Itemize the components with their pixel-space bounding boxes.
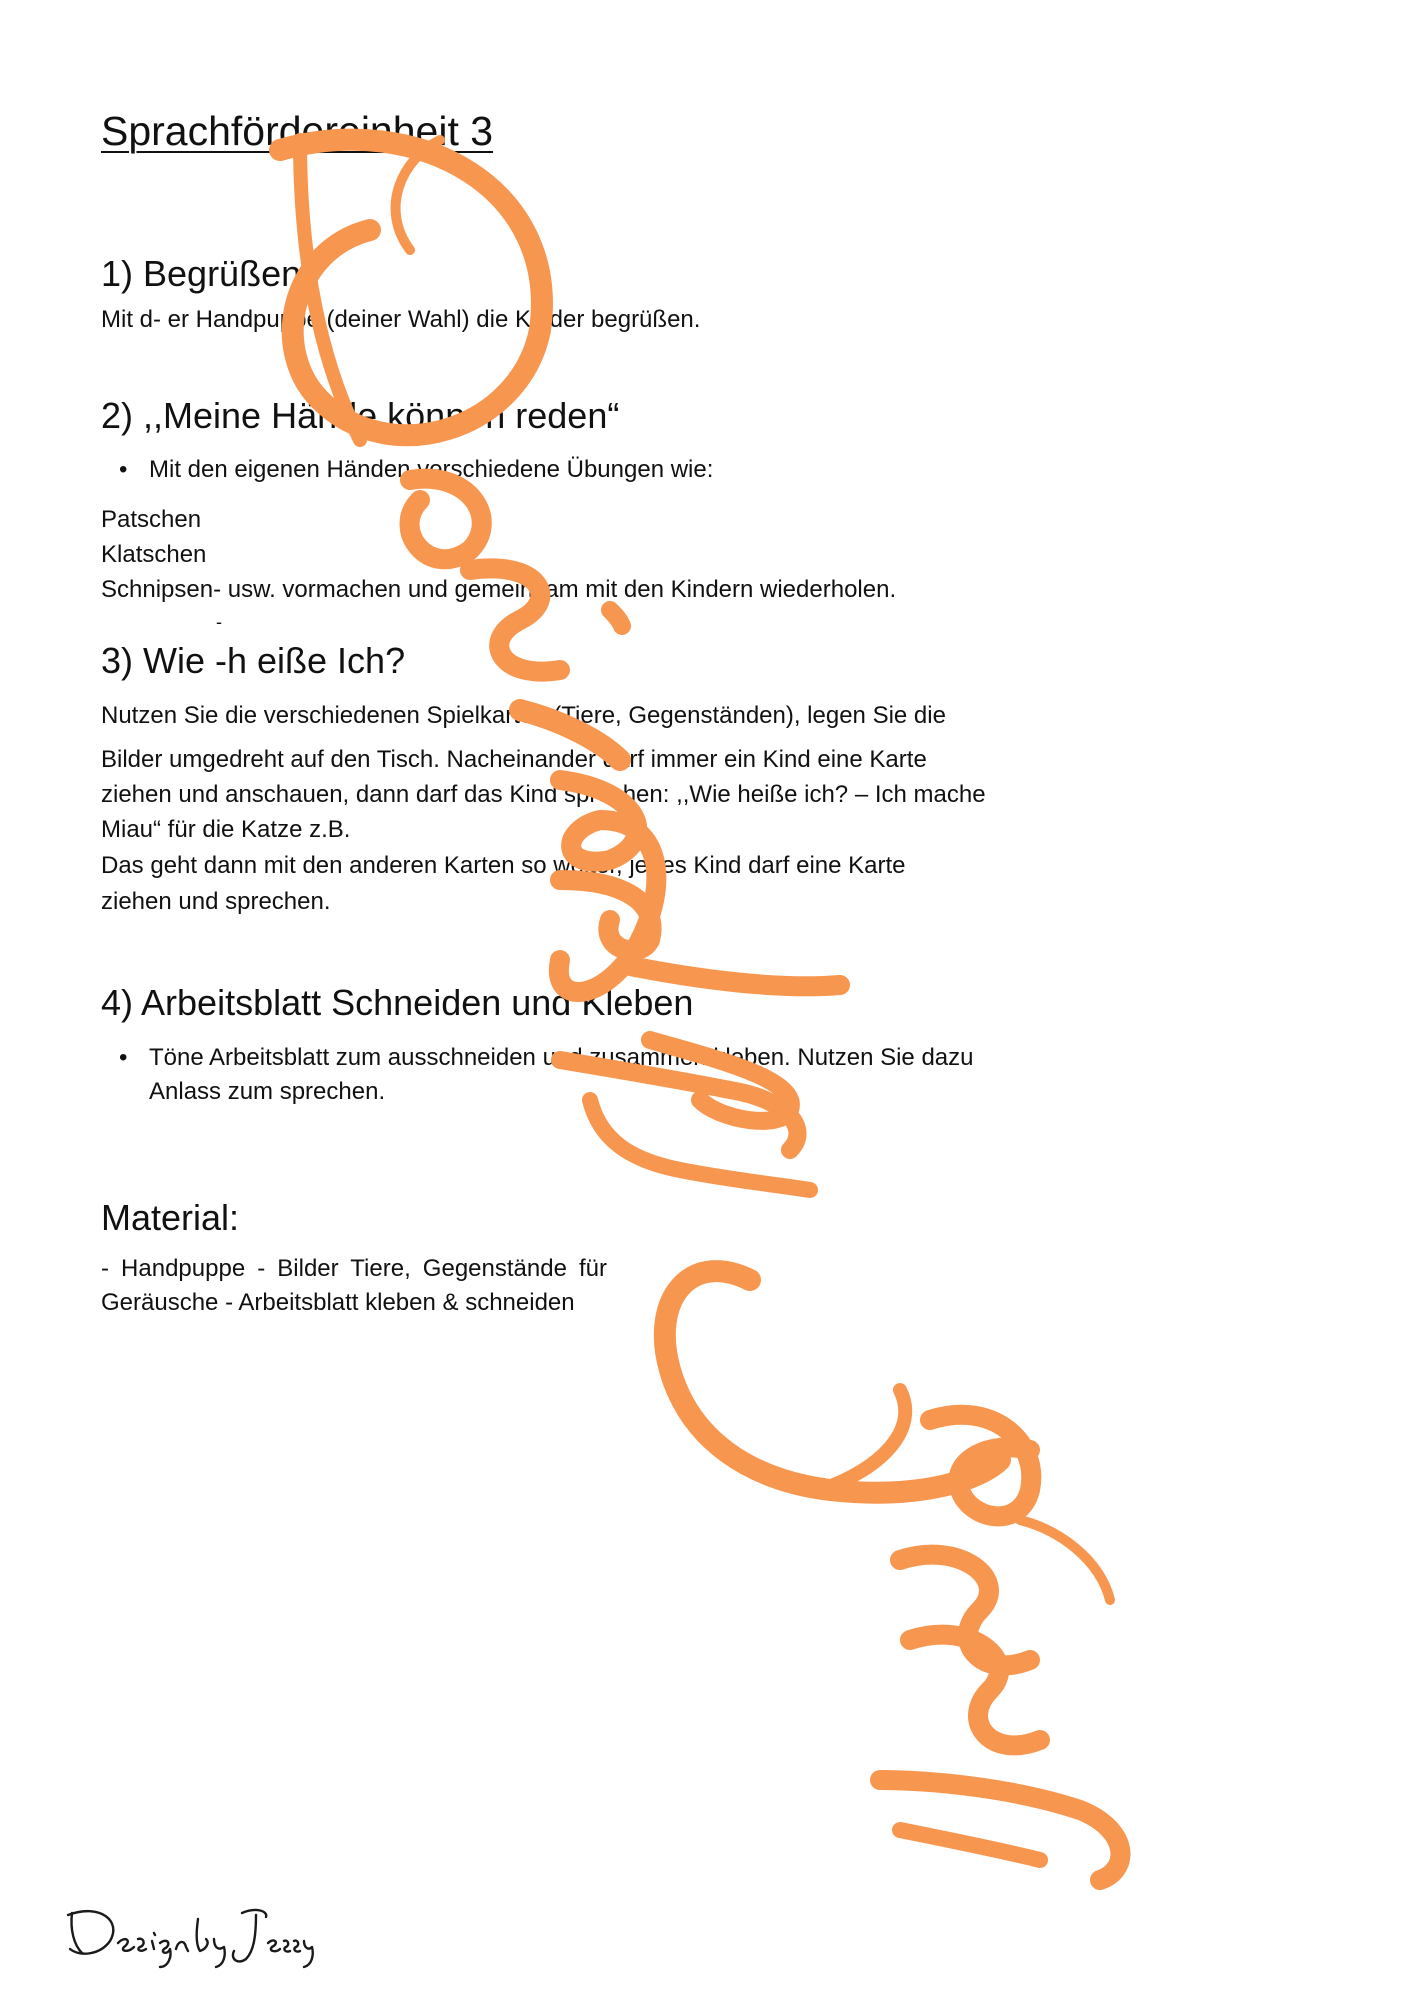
section-4-bullet-line-1: Töne Arbeitsblatt zum ausschneiden und zusammen kleben. Nutzen Sie dazu xyxy=(149,1044,974,1071)
section-3-line-1: Nutzen Sie die verschiedenen Spielkarten (Tiere, Gegenständen), legen Sie die xyxy=(101,702,946,729)
section-4-heading: 4) Arbeitsblatt Schneiden und Kleben xyxy=(101,982,694,1023)
section-4-bullets xyxy=(101,1041,973,1109)
section-3-line-3: ziehen und anschauen, dann darf das Kind sprechen: ,,Wie heiße ich? – Ich mache xyxy=(101,781,986,808)
section-3-line-5: Das geht dann mit den anderen Karten so weiter, jedes Kind darf eine Karte xyxy=(101,852,906,879)
section-4-bullet xyxy=(101,1041,973,1109)
section-3-line-4: Miau“ für die Katze z.B. xyxy=(101,816,351,843)
section-3-heading: 3) Wie -h eiße Ich? xyxy=(101,640,406,681)
section-1-text: Mit d- er Handpuppe (deiner Wahl) die Kinder begrüßen. xyxy=(101,306,701,333)
section-2-line-3: Schnipsen- usw. vormachen und gemeinsam mit den Kindern wiederholen. xyxy=(101,576,897,603)
stray-dash: - xyxy=(216,612,222,632)
section-2-bullet: • Mit den eigenen Händen verschiedene Übungen wie: xyxy=(101,453,713,487)
section-2-line-1: Patschen xyxy=(101,506,202,533)
section-2-line-2: Klatschen xyxy=(101,541,207,568)
material-text: - Handpuppe - Bilder Tiere, Gegenstände für Geräusche - Arbeitsblatt kleben & schneiden xyxy=(101,1255,607,1316)
material-heading: Material: xyxy=(101,1197,240,1238)
page-title: Sprachfördereinheit 3 xyxy=(101,108,494,154)
section-1-heading: 1) Begrüßen: xyxy=(101,253,312,294)
section-4-bullet-line-2: Anlass zum sprechen. xyxy=(149,1078,386,1105)
section-3-line-6: ziehen und sprechen. xyxy=(101,888,331,915)
footer-signature-graphic xyxy=(60,1895,320,1975)
section-2-heading: 2) ,,Meine Hände können reden“ xyxy=(101,395,620,436)
section-2-bullets xyxy=(101,453,713,487)
section-3-line-2: Bilder umgedreht auf den Tisch. Nacheinander darf immer ein Kind eine Karte xyxy=(101,746,927,773)
